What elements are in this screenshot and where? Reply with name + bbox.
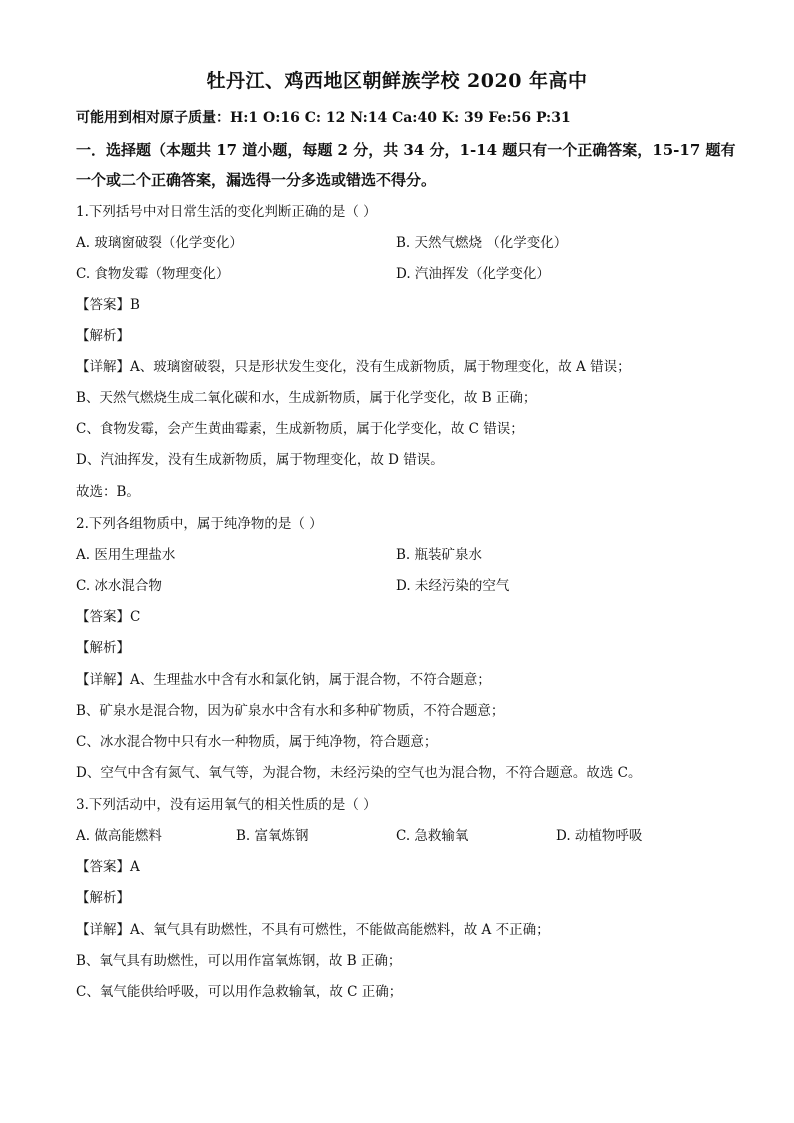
question-1-conclusion: 故选：B。 — [76, 484, 140, 500]
question-2-stem: 2.下列各组物质中，属于纯净物的是（ ） — [76, 516, 323, 532]
question-2-option-c: C. 冰水混合物 — [76, 578, 162, 594]
atomic-mass-line: 可能用到相对原子质量：H:1 O:16 C: 12 N:14 Ca:40 K: 39 Fe:56 P:31 — [76, 110, 571, 126]
question-1-stem: 1.下列括号中对日常生活的变化判断正确的是（ ） — [76, 204, 377, 220]
section-heading-line-2: 一个或二个正确答案，漏选得一分多选或错选不得分。 — [76, 171, 437, 189]
page-title: 牡丹江、鸡西地区朝鲜族学校 2020 年高中 — [206, 70, 588, 92]
question-3-stem: 3.下列活动中，没有运用氧气的相关性质的是（ ） — [76, 797, 377, 813]
question-3-option-c: C. 急救输氧 — [396, 828, 469, 844]
question-2-detail-1: 【详解】A、生理盐水中含有水和氯化钠，属于混合物，不符合题意； — [76, 672, 491, 688]
question-2-detail-4: D、空气中含有氮气、氧气等，为混合物，未经污染的空气也为混合物，不符合题意。故选 C。 — [76, 765, 642, 781]
question-1-option-d: D. 汽油挥发（化学变化） — [396, 266, 550, 282]
question-3-detail-2: B、氧气具有助燃性，可以用作富氧炼钢，故 B 正确； — [76, 953, 402, 969]
question-3-detail-3: C、氧气能供给呼吸，可以用作急救输氧，故 C 正确； — [76, 984, 403, 1000]
question-2-option-a: A. 医用生理盐水 — [76, 547, 176, 563]
question-1-answer: 【答案】B — [76, 297, 140, 313]
question-3-answer: 【答案】A — [76, 859, 140, 875]
question-2-detail-3: C、冰水混合物中只有水一种物质，属于纯净物，符合题意； — [76, 734, 438, 750]
question-3-option-d: D. 动植物呼吸 — [556, 828, 643, 844]
question-2-answer: 【答案】C — [76, 609, 141, 625]
question-3-option-b: B. 富氧炼钢 — [236, 828, 309, 844]
question-2-analysis-label: 【解析】 — [76, 640, 130, 656]
question-3-detail-1: 【详解】A、氧气具有助燃性，不具有可燃性，不能做高能燃料，故 A 不正确； — [76, 922, 550, 938]
question-2-option-b: B. 瓶装矿泉水 — [396, 547, 483, 563]
question-2-detail-2: B、矿泉水是混合物，因为矿泉水中含有水和多种矿物质，不符合题意； — [76, 703, 505, 719]
question-1-option-c: C. 食物发霉（物理变化） — [76, 266, 230, 282]
question-1-detail-4: D、汽油挥发，没有生成新物质，属于物理变化，故 D 错误。 — [76, 452, 444, 468]
question-1-detail-1: 【详解】A、玻璃窗破裂，只是形状发生变化，没有生成新物质，属于物理变化，故 A 错误； — [76, 359, 631, 375]
question-1-analysis-label: 【解析】 — [76, 328, 130, 344]
question-3-option-a: A. 做高能燃料 — [76, 828, 162, 844]
section-heading-line-1: 一．选择题（本题共 17 道小题，每题 2 分，共 34 分，1-14 题只有一个正确答案，15-17 题有 — [76, 141, 736, 159]
question-2-option-d: D. 未经污染的空气 — [396, 578, 510, 594]
question-1-detail-3: C、食物发霉，会产生黄曲霉素，生成新物质，属于化学变化，故 C 错误； — [76, 421, 524, 437]
question-1-option-a: A. 玻璃窗破裂（化学变化） — [76, 235, 243, 251]
question-3-analysis-label: 【解析】 — [76, 890, 130, 906]
question-1-detail-2: B、天然气燃烧生成二氧化碳和水，生成新物质，属于化学变化，故 B 正确； — [76, 390, 537, 406]
question-1-option-b: B. 天然气燃烧 （化学变化） — [396, 235, 568, 251]
